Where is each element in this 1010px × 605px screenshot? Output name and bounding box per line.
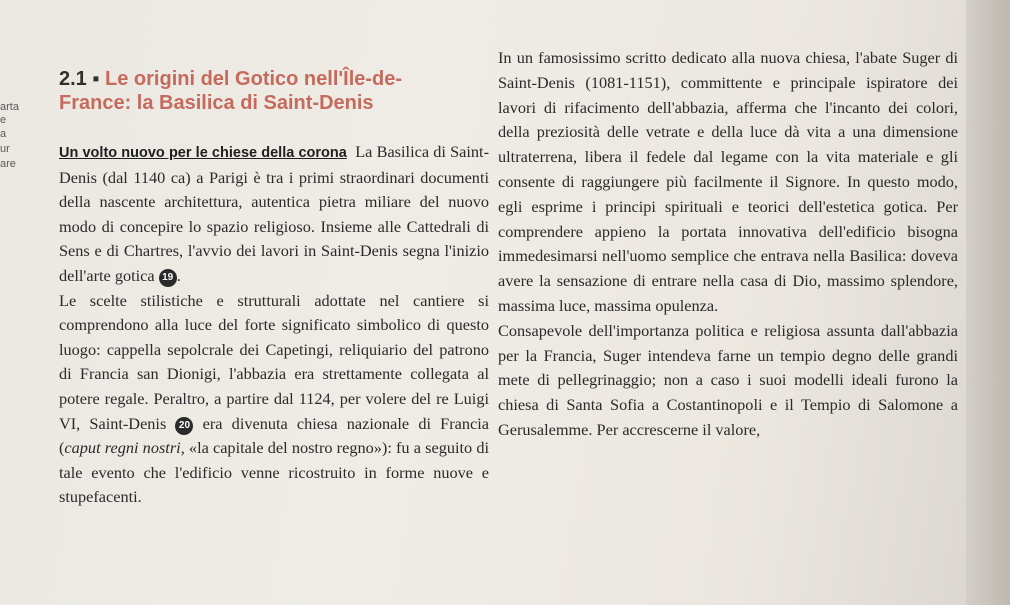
page-edge-shadow xyxy=(966,0,1010,605)
paragraph-text: La Basilica di Saint-Denis (dal 1140 ca) a Parigi è tra i primi straordinari documenti della nascente architettura, autentica pietra miliare del nuovo modo di concepire lo spazio religioso. Insieme alle Cattedrali di Sens e di Chartres, l'avvio dei lavori in Saint-Denis segna l'inizio dell'arte gotica xyxy=(59,142,490,285)
left-paragraph-2: Le scelte stilistiche e strutturali adottate nel cantiere si comprendono alla luce del forte significato simbolico di questo luogo: cappella sepolcrale dei Capetingi, reliquiario del patrono di Francia san Dionigi, l'abbazia era strettamente collegata al potere regale. Peraltro, a partire dal 1124, per volere del re Luigi VI, Saint-Denis 20 era divenuta chiesa nazionale di Francia (caput regni nostri, «la capitale del nostro regno»): fu a seguito di tale evento che l'edificio venne ricostruito in forme nuove e stupefacenti. xyxy=(59,290,489,507)
margin-fragment: ur xyxy=(0,143,10,155)
left-paragraph-1: Un volto nuovo per le chiese della corona La Basilica di Saint-Denis (dal 1140 ca) a Parigi è tra i primi straordinari documenti della nascente architettura, autentica pietra miliare del nuovo modo di concepire lo spazio religioso. Insieme alle Cattedrali di Sens e di Chartres, l'avvio dei lavori in Saint-Denis segna l'inizio dell'arte gotica 19 . xyxy=(59,142,490,285)
section-title-line1: Le origini del Gotico nell'Île-de- xyxy=(105,68,403,90)
section-title-line2: France: la Basilica di Saint-Denis xyxy=(59,92,374,114)
right-column xyxy=(498,46,958,443)
section-separator: ▪ xyxy=(92,68,100,90)
margin-fragment: e xyxy=(0,114,7,126)
right-paragraph-2: Consapevole dell'importanza politica e religiosa assunta dall'abbazia per la Francia, Suger intendeva farne un tempio degno delle grandi mete di pellegrinaggio; non a caso i suoi modelli ideali furono la chiesa di Santa Sofia a Costantinopoli e il Tempio di Salomone a Gerusalemme. Per accrescerne il valore, xyxy=(498,320,958,439)
margin-fragment: are xyxy=(0,158,16,170)
margin-fragment: a xyxy=(0,128,7,140)
left-column xyxy=(59,140,489,510)
latin-phrase: caput regni nostri xyxy=(64,438,181,458)
subheading: Un volto nuovo per le chiese della corona xyxy=(59,145,347,161)
margin-fragment: arta xyxy=(0,101,19,113)
section-number: 2.1 xyxy=(59,68,87,90)
section-title xyxy=(59,67,479,115)
right-paragraph-1: In un famosissimo scritto dedicato alla nuova chiesa, l'abate Suger di Saint-Denis (1081-1151), committente e principale ispiratore dei lavori di rifacimento dell'abbazia, afferma che l'incanto dei colori, della preziosità delle vetrate e della luce dà vita a una dimensione ultraterrena, libera il fedele dal legame con la vita materiale e gli consente di raggiungere più facilmente il Signore. In questo modo, egli esprime i principi spirituali e teorici dell'estetica gotica. Per comprendere appieno la portata innovativa dell'edificio bisogna immedesimarsi nell'uomo semplice che entrava nella Basilica: doveva avere la sensazione di entrare nella casa di Dio, massimo splendore, massima luce, massima opulenza. xyxy=(498,48,958,315)
figure-reference-badge: 19 xyxy=(159,269,177,287)
figure-reference-badge: 20 xyxy=(175,417,193,435)
